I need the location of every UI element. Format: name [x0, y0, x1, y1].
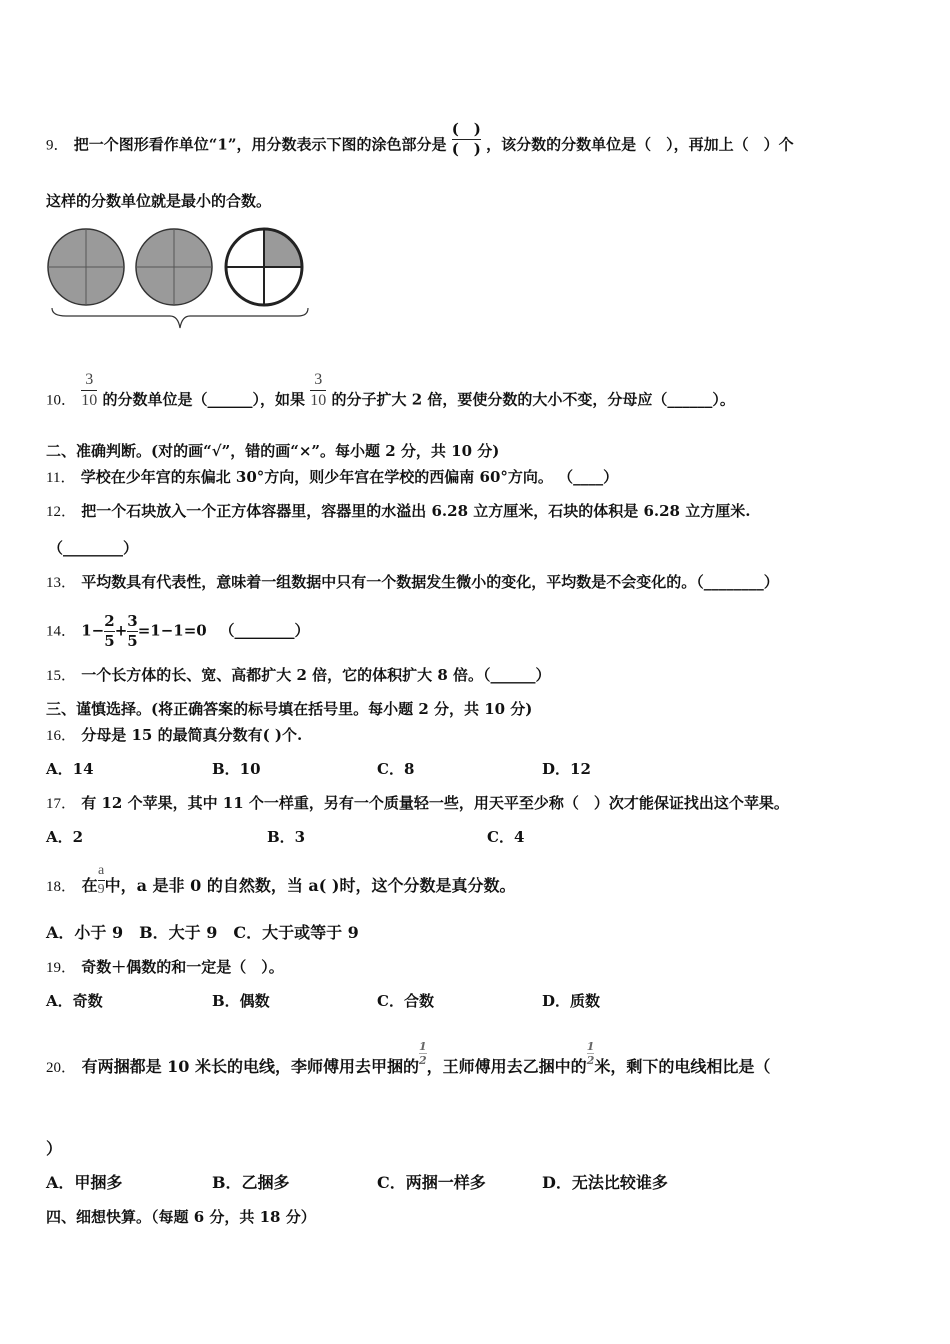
q20-line2: ） — [46, 1139, 63, 1158]
q20-fraction-1 — [419, 1041, 427, 1066]
q17-option-b: B．3 — [267, 828, 306, 846]
q10-frac2-denominator: 10 — [310, 392, 327, 409]
q11-line — [46, 466, 618, 487]
q19-option-a: A．奇数 — [46, 992, 103, 1010]
q13-text: 平均数具有代表性，意味着一组数据中只有一个数据发生微小的变化，平均数是不会变化的。（________） — [81, 573, 779, 591]
q20-option-a: A．甲捆多 — [46, 1173, 123, 1192]
q20-part2: ，王师傅用去乙捆中的 — [426, 1057, 587, 1076]
q16-line — [46, 724, 302, 745]
q17-option-a: A．2 — [46, 828, 84, 846]
brace — [52, 308, 308, 328]
q14-frac2-denominator: 5 — [127, 632, 138, 650]
q14-plus: + — [114, 621, 128, 640]
q20-part1: 有两捆都是 10 米长的电线，李师傅用去甲捆的 — [81, 1057, 420, 1076]
q20-option-c: C．两捆一样多 — [377, 1173, 486, 1192]
q20-frac2-denominator: 2 — [586, 1054, 595, 1067]
q10-frac1-bar — [81, 390, 97, 391]
q10-frac1-denominator: 10 — [81, 392, 98, 409]
q20-line — [46, 1040, 771, 1080]
circle-2-fully-shaded — [136, 229, 212, 305]
q10-text-part2: 的分子扩大 2 倍，要使分数的大小不变，分母应（______）。 — [331, 390, 735, 409]
q20-fraction-2 — [587, 1041, 595, 1066]
q9-line1 — [46, 120, 794, 163]
section-3-title: 三、谨慎选择。(将正确答案的标号填在括号里。每小题 2 分，共 10 分) — [46, 700, 533, 718]
q18-pre: 在 — [81, 876, 98, 895]
circle-1-fully-shaded — [48, 229, 124, 305]
q15-number: 15． — [46, 668, 77, 684]
q10-text-part1: 的分数单位是（______），如果 — [102, 390, 305, 409]
q19-text: 奇数＋偶数的和一定是（ ）。 — [81, 958, 284, 976]
q16-option-a: A．14 — [46, 760, 94, 778]
q14-frac2-numerator: 3 — [127, 612, 138, 630]
q19-line — [46, 956, 284, 977]
circle-3-quarter-shaded — [226, 229, 302, 305]
section-4-title: 四、细想快算。（每题 6 分，共 18 分） — [46, 1208, 316, 1226]
q13-number: 13． — [46, 575, 77, 591]
q18-frac-numerator: a — [98, 863, 105, 878]
q18-fraction — [98, 864, 105, 897]
q9-fraction — [452, 122, 481, 157]
q9-frac-denominator: ( ) — [451, 140, 481, 158]
q20-option-d: D．无法比较谁多 — [542, 1173, 668, 1192]
q10-number: 10． — [46, 392, 77, 409]
q17-line — [46, 792, 789, 813]
q9-circles-figure — [46, 224, 316, 334]
q16-text: 分母是 15 的最简真分数有( )个. — [81, 726, 303, 744]
q11-number: 11． — [46, 470, 76, 486]
q9-line2: 这样的分数单位就是最小的合数。 — [46, 192, 272, 210]
q16-option-b: B．10 — [212, 760, 261, 778]
q18-number: 18． — [46, 879, 77, 895]
q17-text: 有 12 个苹果，其中 11 个一样重，另有一个质量轻一些，用天平至少称（ ）次才能保证找出这个苹果。 — [81, 794, 789, 812]
q9-text-part2: ，该分数的分数单位是（ ），再加上（ ）个 — [486, 135, 794, 154]
q11-text: 学校在少年宫的东偏北 30°方向，则少年宫在学校的西偏南 60°方向。 （____） — [80, 468, 619, 486]
q13-line — [46, 571, 779, 592]
q12-line — [46, 500, 750, 521]
q9-number: 9． — [46, 137, 69, 154]
q14-one-minus: 1− — [81, 621, 105, 640]
q14-fraction-2 — [127, 614, 137, 649]
q19-number: 19． — [46, 960, 77, 976]
q18-frac-denominator: 9 — [97, 882, 105, 897]
q18-line — [46, 863, 516, 903]
q9-frac-numerator: ( ) — [451, 120, 481, 138]
q12-number: 12． — [46, 504, 77, 520]
q18-post: 中，a 是非 0 的自然数，当 a( )时，这个分数是真分数。 — [104, 876, 516, 895]
q16-number: 16． — [46, 728, 77, 744]
q18-options: A．小于 9 B．大于 9 C．大于或等于 9 — [46, 923, 359, 942]
q20-option-b: B．乙捆多 — [212, 1173, 290, 1192]
q14-frac1-numerator: 2 — [104, 612, 115, 630]
q19-option-d: D．质数 — [542, 992, 601, 1010]
section-2-title: 二、准确判断。(对的画“√”，错的画“×”。每小题 2 分，共 10 分) — [46, 442, 500, 460]
q14-line — [46, 614, 309, 649]
q9-text-part1: 把一个图形看作单位“1”，用分数表示下图的涂色部分是 — [73, 135, 447, 154]
q14-frac1-denominator: 5 — [104, 632, 115, 650]
q20-frac1-numerator: 1 — [419, 1040, 427, 1053]
q10-line — [46, 371, 735, 419]
q17-option-c: C．4 — [487, 828, 525, 846]
q12-text: 把一个石块放入一个正方体容器里，容器里的水溢出 6.28 立方厘米，石块的体积是 6.28 立方厘米. — [81, 502, 751, 520]
q20-frac2-numerator: 1 — [586, 1040, 595, 1053]
q10-fraction-2 — [310, 372, 326, 409]
q12-blank: （________） — [48, 539, 139, 557]
q15-text: 一个长方体的长、宽、高都扩大 2 倍，它的体积扩大 8 倍。（______） — [81, 666, 551, 684]
q10-frac2-numerator: 3 — [314, 371, 323, 388]
q20-part3: 米，剩下的电线相比是（ — [594, 1057, 771, 1076]
q14-rest: =1−1=0 （________） — [137, 621, 310, 640]
q19-option-b: B．偶数 — [212, 992, 270, 1010]
q17-number: 17． — [46, 796, 77, 812]
q14-number: 14． — [46, 623, 77, 640]
q18-frac-bar — [98, 880, 105, 881]
q10-frac2-bar — [310, 390, 326, 391]
q20-frac1-denominator: 2 — [419, 1054, 427, 1067]
q10-frac1-numerator: 3 — [85, 371, 94, 388]
q20-number: 20． — [46, 1060, 77, 1076]
q14-fraction-1 — [104, 614, 114, 649]
q16-option-c: C．8 — [377, 760, 415, 778]
q15-line — [46, 664, 551, 685]
q10-fraction-1 — [81, 372, 97, 409]
q19-option-c: C．合数 — [377, 992, 434, 1010]
q16-option-d: D．12 — [542, 760, 591, 778]
